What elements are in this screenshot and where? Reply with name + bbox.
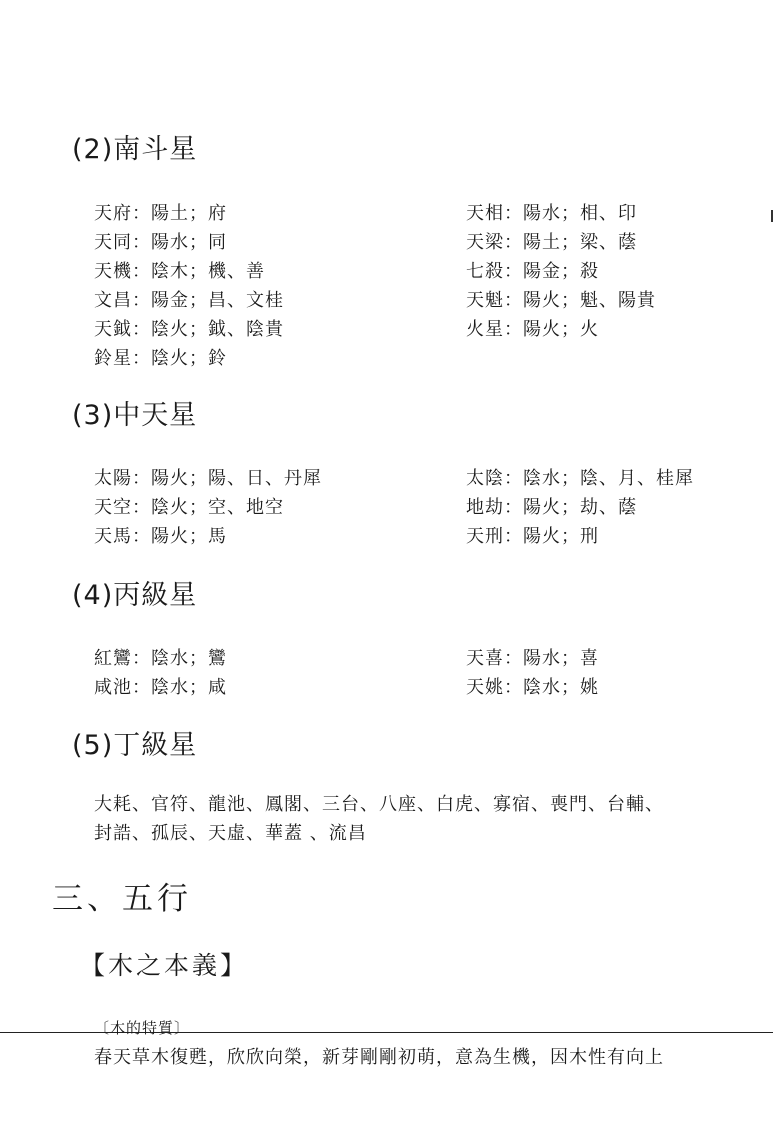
wood-trait-label: 〔木的特質〕 xyxy=(94,1019,191,1037)
star-entry-right: 天喜：陽水；喜 xyxy=(466,648,599,669)
heading-nandou-stars: (2)南斗星 xyxy=(72,134,198,165)
star-entry-left: 天機：陰木；機、善 xyxy=(94,261,265,282)
star-entry-left: 天鉞：陰火；鉞、陰貴 xyxy=(94,319,284,340)
heading-zhongtian-stars: (3)中天星 xyxy=(72,400,198,431)
star-entry-right: 天姚：陰水；姚 xyxy=(466,677,599,698)
star-entry-right: 地劫：陽火；劫、蔭 xyxy=(466,497,637,518)
dingji-star-list-line: 大耗、官符、龍池、鳳閣、三台、八座、白虎、寡宿、喪門、台輔、 xyxy=(94,794,664,815)
star-entry-left: 太陽：陽火；陽、日、丹犀 xyxy=(94,468,322,489)
heading-dingji-stars: (5)丁級星 xyxy=(72,730,198,761)
wood-trait-text: 春天草木復甦，欣欣向榮，新芽剛剛初萌，意為生機，因木性有向上 xyxy=(94,1047,664,1068)
dingji-star-list-line: 封誥、孤辰、天虛、華蓋 、流昌 xyxy=(94,823,367,844)
star-entry-left: 天空：陰火；空、地空 xyxy=(94,497,284,518)
star-entry-left: 紅鸞：陰水；鸞 xyxy=(94,648,227,669)
star-entry-right: 天梁：陽土；梁、蔭 xyxy=(466,232,637,253)
star-entry-left: 天馬：陽火；馬 xyxy=(94,526,227,547)
star-entry-right: 天魁：陽火；魁、陽貴 xyxy=(466,290,656,311)
star-entry-left: 文昌：陽金；昌、文桂 xyxy=(94,290,284,311)
heading-bingji-stars: (4)丙級星 xyxy=(72,580,198,611)
star-entry-right: 天相：陽水；相、印 xyxy=(466,203,637,224)
star-entry-right: 七殺：陽金；殺 xyxy=(466,261,599,282)
star-entry-left: 鈴星：陰火；鈴 xyxy=(94,348,227,369)
star-entry-right: 火星：陽火；火 xyxy=(466,319,599,340)
star-entry-left: 天府：陽土；府 xyxy=(94,203,227,224)
star-entry-right: 太陰：陰水；陰、月、桂犀 xyxy=(466,468,694,489)
subsection-title-wood: 【木之本義】 xyxy=(80,951,249,980)
section-title-wuxing: 三、五行 xyxy=(52,881,192,917)
star-entry-left: 天同：陽水；同 xyxy=(94,232,227,253)
star-entry-right: 天刑：陽火；刑 xyxy=(466,526,599,547)
star-entry-left: 咸池：陰水；咸 xyxy=(94,677,227,698)
